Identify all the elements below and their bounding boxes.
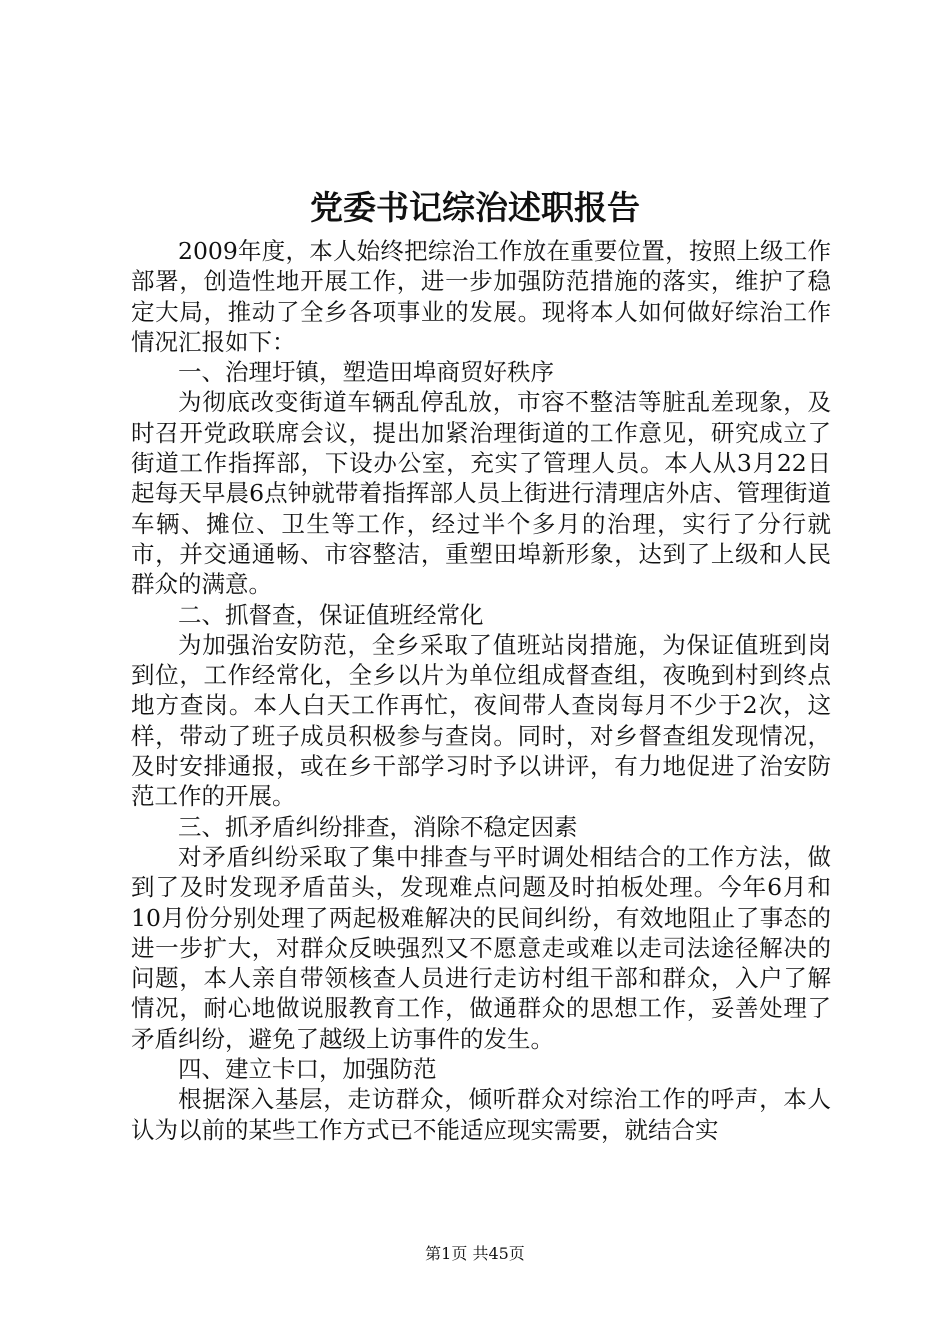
section-heading-4: 四、建立卡口，加强防范 <box>178 1055 437 1084</box>
page-footer: 第1页 共45页 <box>425 1244 525 1263</box>
intro-paragraph: 2009年度，本人始终把综治工作放在重要位置，按照上级工作部署，创造性地开展工作，进一步加强防范措施的落实，维护了稳定大局，推动了全乡各项事业的发展。现将本人如何做好综治工作情况汇报如下： <box>131 237 831 356</box>
document-body <box>131 236 831 1145</box>
section-body-1: 为彻底改变街道车辆乱停乱放，市容不整洁等脏乱差现象，及时召开党政联席会议，提出加紧治理街道的工作意见，研究成立了街道工作指挥部，下设办公室，充实了管理人员。本人从3月22日起每天早晨6点钟就带着指挥部人员上街进行清理店外店、管理街道车辆、摊位、卫生等工作，经过半个多月的治理，实行了分行就市，并交通通畅、市容整洁，重塑田埠新形象，达到了上级和人民群众的满意。 <box>131 388 831 599</box>
section-body-4: 根据深入基层，走访群众，倾听群众对综治工作的呼声，本人认为以前的某些工作方式已不能适应现实需要，就结合实 <box>131 1085 831 1144</box>
section-heading-2: 二、抓督查，保证值班经常化 <box>178 600 484 629</box>
section-heading-3: 三、抓矛盾纠纷排查，消除不稳定因素 <box>178 812 578 841</box>
section-body-2: 为加强治安防范，全乡采取了值班站岗措施，为保证值班到岗到位，工作经常化，全乡以片为单位组成督查组，夜晚到村到终点地方查岗。本人白天工作再忙，夜间带人查岗每月不少于2次，这样，带动了班子成员积极参与查岗。同时，对乡督查组发现情况，及时安排通报，或在乡干部学习时予以讲评，有力地促进了治安防范工作的开展。 <box>131 630 831 811</box>
document-title: 党委书记综治述职报告 <box>310 188 640 227</box>
section-heading-1: 一、治理圩镇，塑造田埠商贸好秩序 <box>178 358 554 387</box>
section-body-3: 对矛盾纠纷采取了集中排查与平时调处相结合的工作方法，做到了及时发现矛盾苗头，发现难点问题及时拍板处理。今年6月和10月份分别处理了两起极难解决的民间纠纷，有效地阻止了事态的进一步扩大，对群众反映强烈又不愿意走或难以走司法途径解决的问题，本人亲自带领核查人员进行走访村组干部和群众，入户了解情况，耐心地做说服教育工作，做通群众的思想工作，妥善处理了矛盾纠纷，避免了越级上访事件的发生。 <box>131 842 831 1053</box>
